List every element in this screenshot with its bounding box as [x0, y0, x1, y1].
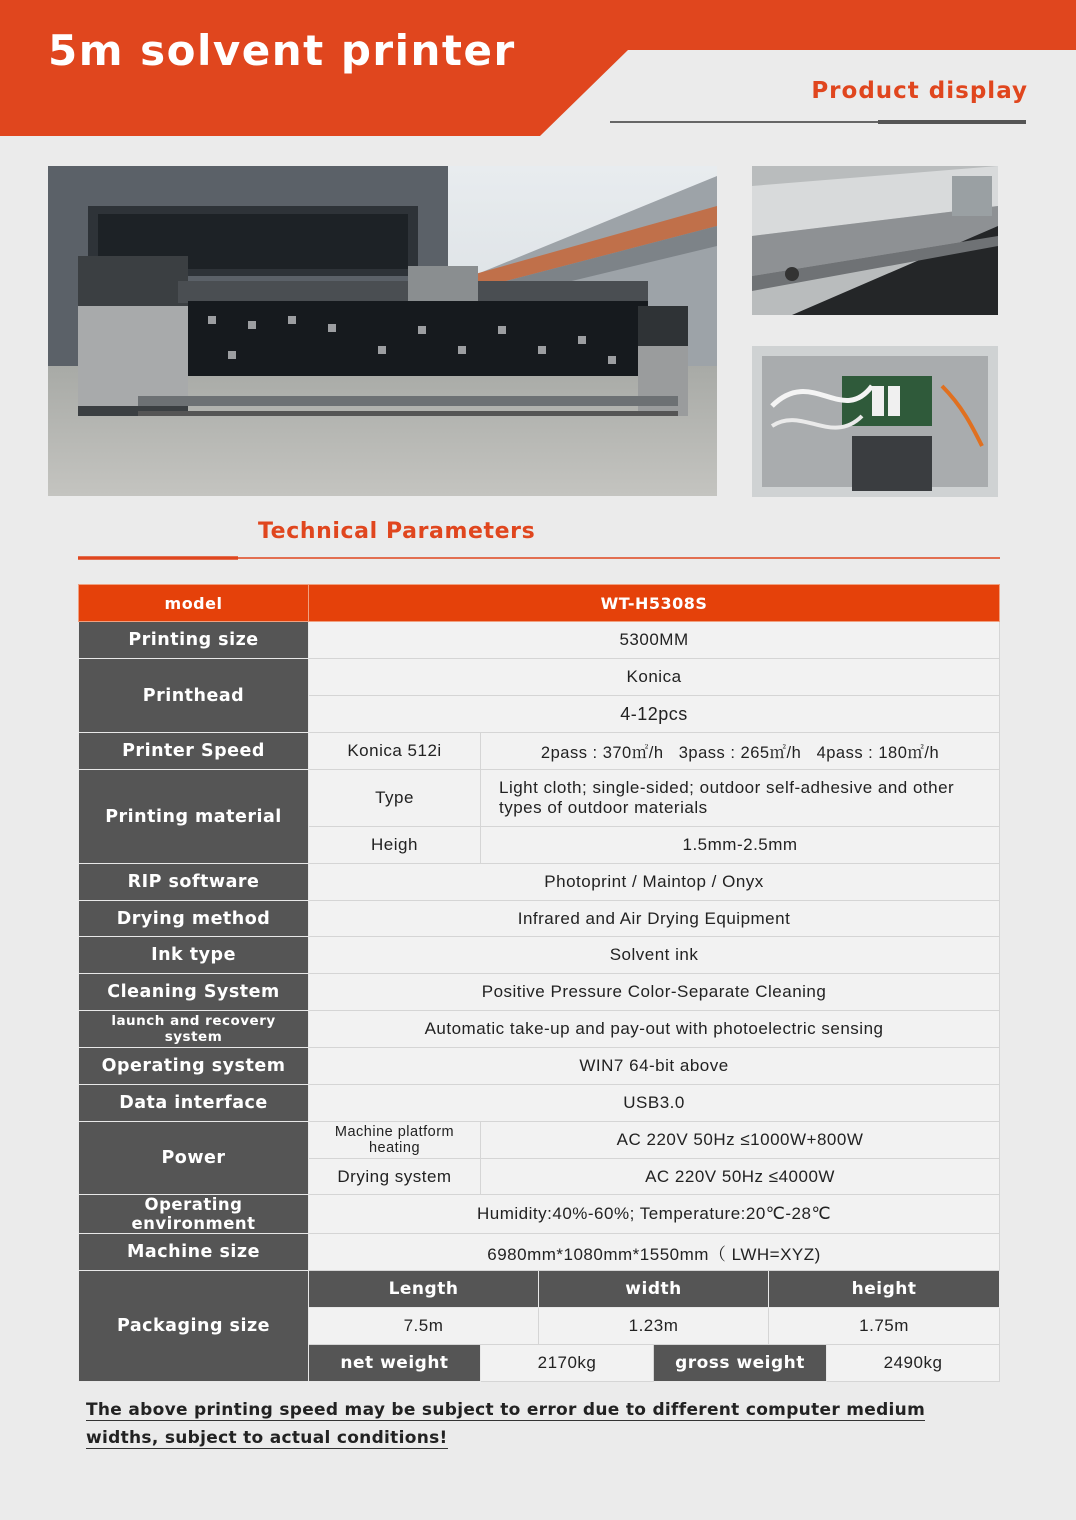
table-row — [79, 622, 1000, 659]
printing-material-label: Printing material — [79, 770, 309, 864]
gross-weight-label: gross weight — [654, 1345, 827, 1382]
pkg-height-label: height — [769, 1271, 1000, 1308]
packaging-size-label: Packaging size — [79, 1271, 309, 1382]
power-drying-label: Drying system — [309, 1159, 481, 1195]
table-row — [79, 733, 1000, 770]
table-row — [79, 1271, 1000, 1308]
cleaning-system-label: Cleaning System — [79, 974, 309, 1011]
data-interface-label: Data interface — [79, 1085, 309, 1122]
table-row — [79, 974, 1000, 1011]
power-platform-label: Machine platform heating — [309, 1122, 481, 1159]
model-label: model — [79, 585, 309, 622]
ink-type-label: Ink type — [79, 937, 309, 974]
printer-internal-photo — [752, 346, 998, 497]
footer-note — [86, 1396, 992, 1452]
model-value: WT-H5308S — [309, 585, 1000, 622]
material-type-label: Type — [309, 770, 481, 827]
launch-recovery-label: launch and recovery system — [79, 1011, 309, 1048]
power-drying-value: AC 220V 50Hz ≤4000W — [481, 1159, 1000, 1195]
pkg-length-label: Length — [309, 1271, 539, 1308]
pkg-width-value: 1.23m — [539, 1308, 769, 1345]
table-row — [79, 901, 1000, 937]
cleaning-system-value: Positive Pressure Color-Separate Cleaning — [309, 974, 1000, 1011]
printer-main-photo — [48, 166, 717, 496]
page-title: 5m solvent printer — [48, 26, 516, 75]
printer-platform-photo — [752, 166, 998, 315]
drying-method-value: Infrared and Air Drying Equipment — [309, 901, 1000, 937]
spec-table — [78, 584, 1000, 1382]
pkg-height-value: 1.75m — [769, 1308, 1000, 1345]
table-header-row — [79, 585, 1000, 622]
material-type-value: Light cloth; single-sided; outdoor self-adhesive and other types of outdoor materials — [481, 770, 1000, 827]
section-divider — [78, 554, 1000, 562]
drying-method-label: Drying method — [79, 901, 309, 937]
table-row — [79, 1085, 1000, 1122]
printer-speed-head-value: Konica 512i — [309, 733, 481, 770]
printing-size-value: 5300MM — [309, 622, 1000, 659]
pkg-length-value: 7.5m — [309, 1308, 539, 1345]
table-row — [79, 659, 1000, 696]
launch-recovery-value: Automatic take-up and pay-out with photoelectric sensing — [309, 1011, 1000, 1048]
table-row — [79, 1234, 1000, 1271]
table-row — [79, 1011, 1000, 1048]
power-platform-value: AC 220V 50Hz ≤1000W+800W — [481, 1122, 1000, 1159]
rip-software-value: Photoprint / Maintop / Onyx — [309, 864, 1000, 901]
table-row — [79, 1048, 1000, 1085]
operating-environment-label: Operating environment — [79, 1195, 309, 1234]
rip-software-label: RIP software — [79, 864, 309, 901]
printhead-brand-value: Konica — [309, 659, 1000, 696]
table-row — [79, 864, 1000, 901]
operating-system-label: Operating system — [79, 1048, 309, 1085]
machine-size-value: 6980mm*1080mm*1550mm（ LWH=XYZ) — [309, 1234, 1000, 1271]
power-label: Power — [79, 1122, 309, 1195]
table-row — [79, 937, 1000, 974]
technical-parameters-heading: Technical Parameters — [258, 519, 536, 544]
gross-weight-value: 2490kg — [827, 1345, 1000, 1382]
table-row — [79, 1122, 1000, 1159]
data-interface-value: USB3.0 — [309, 1085, 1000, 1122]
pkg-width-label: width — [539, 1271, 769, 1308]
net-weight-label: net weight — [309, 1345, 481, 1382]
table-row — [79, 1195, 1000, 1234]
printer-speed-label: Printer Speed — [79, 733, 309, 770]
material-height-label: Heigh — [309, 827, 481, 864]
operating-system-value: WIN7 64-bit above — [309, 1048, 1000, 1085]
ink-type-value: Solvent ink — [309, 937, 1000, 974]
footer-note-text: The above printing speed may be subject to error due to different computer medium widths, subject to actual conditions! — [86, 1400, 926, 1448]
printhead-label: Printhead — [79, 659, 309, 733]
net-weight-value: 2170kg — [481, 1345, 654, 1382]
printhead-count-value: 4-12pcs — [309, 696, 1000, 733]
table-row — [79, 770, 1000, 827]
printing-size-label: Printing size — [79, 622, 309, 659]
material-height-value: 1.5mm-2.5mm — [481, 827, 1000, 864]
machine-size-label: Machine size — [79, 1234, 309, 1271]
operating-environment-value: Humidity:40%-60%; Temperature:20℃-28℃ — [309, 1195, 1000, 1234]
printer-speed-value: 2pass : 370㎡/h 3pass : 265㎡/h 4pass : 180㎡/h — [481, 733, 1000, 770]
product-display-heading: Product display — [811, 78, 1028, 104]
